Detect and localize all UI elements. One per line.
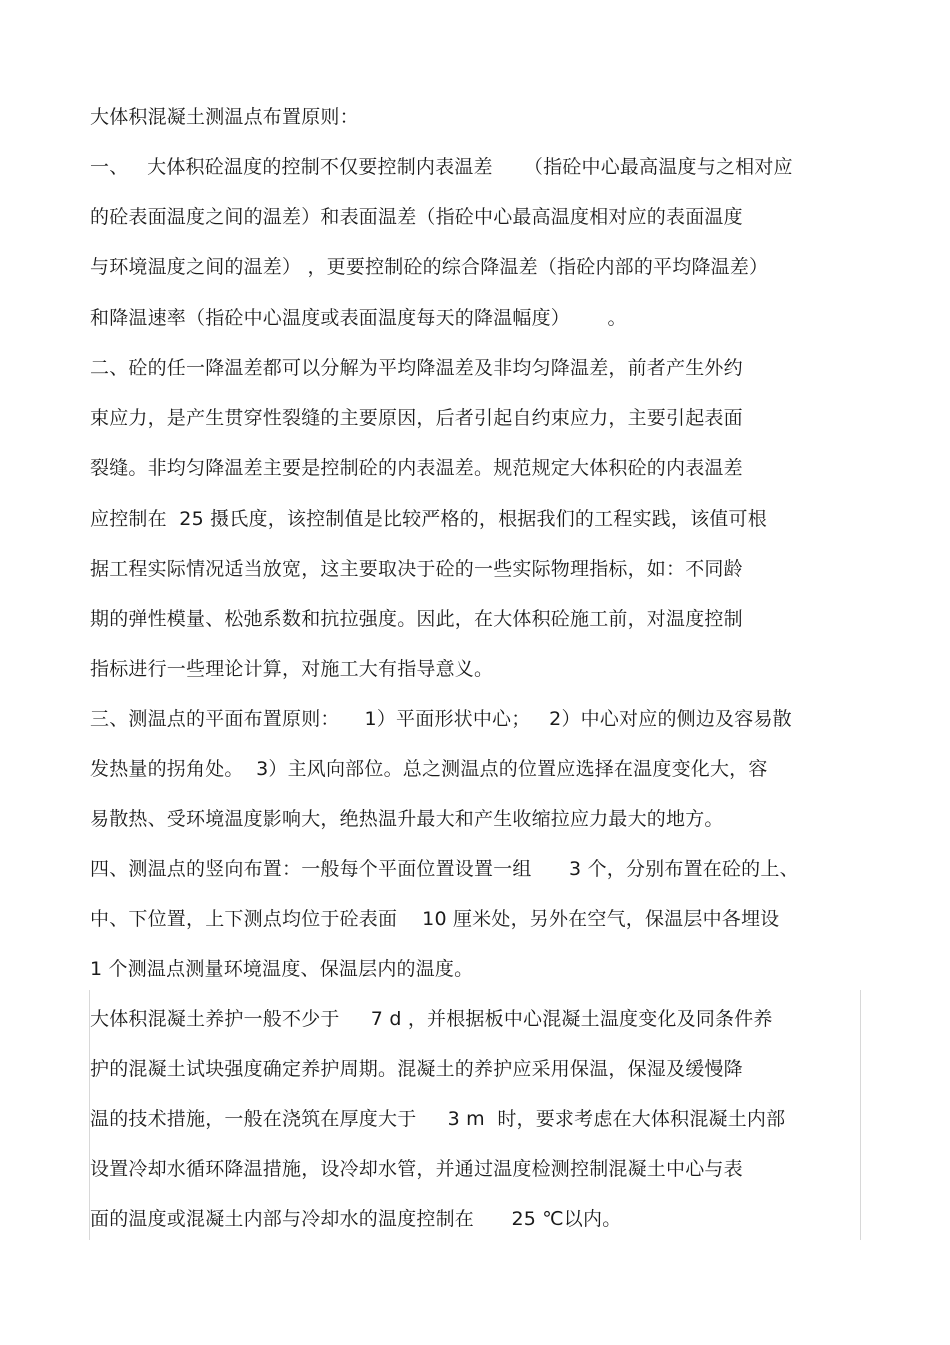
- text-line: 的砼表面温度之间的温差）和表面温差（指砼中心最高温度相对应的表面温度: [90, 206, 743, 228]
- text-line: 温的技术措施，一般在浇筑在厚度大于 3 m 时，要求考虑在大体积混凝土内部: [90, 1108, 786, 1130]
- text-line: 四、测温点的竖向布置：一般每个平面位置设置一组 3 个，分别布置在砼的上、: [90, 858, 799, 880]
- text-line: 设置冷却水循环降温措施，设冷却水管，并通过温度检测控制混凝土中心与表: [90, 1158, 743, 1180]
- text-line: 应控制在 25 摄氏度，该控制值是比较严格的，根据我们的工程实践，该值可根: [90, 508, 767, 530]
- text-line: 束应力，是产生贯穿性裂缝的主要原因，后者引起自约束应力，主要引起表面: [90, 407, 743, 429]
- text-line: 指标进行一些理论计算，对施工大有指导意义。: [90, 658, 494, 680]
- text-line-heading: 大体积混凝土测温点布置原则：: [90, 106, 359, 128]
- text-line: 三、测温点的平面布置原则： 1）平面形状中心； 2）中心对应的侧边及容易散: [90, 708, 792, 730]
- text-line: 与环境温度之间的温差） ，更要控制砼的综合降温差（指砼内部的平均降温差）: [90, 256, 769, 278]
- text-line: 据工程实际情况适当放宽，这主要取决于砼的一些实际物理指标，如：不同龄: [90, 558, 743, 580]
- box-right-rule: [860, 990, 861, 1240]
- text-line: 期的弹性模量、松弛系数和抗拉强度。因此，在大体积砼施工前，对温度控制: [90, 608, 743, 630]
- text-line: 中、下位置，上下测点均位于砼表面 10 厘米处，另外在空气，保温层中各埋设: [90, 908, 780, 930]
- text-line: 发热量的拐角处。 3）主风向部位。总之测温点的位置应选择在温度变化大，容: [90, 758, 768, 780]
- text-line: 面的温度或混凝土内部与冷却水的温度控制在 25 ℃以内。: [90, 1208, 622, 1230]
- text-line: 一、 大体积砼温度的控制不仅要控制内表温差 （指砼中心最高温度与之相对应: [90, 156, 793, 178]
- text-line: 易散热、受环境温度影响大，绝热温升最大和产生收缩拉应力最大的地方。: [90, 808, 724, 830]
- text-line: 1 个测温点测量环境温度、保温层内的温度。: [90, 958, 474, 980]
- text-line: 和降温速率（指砼中心温度或表面温度每天的降温幅度） 。: [90, 307, 627, 329]
- text-line: 裂缝。非均匀降温差主要是控制砼的内表温差。规范规定大体积砼的内表温差: [90, 457, 743, 479]
- text-line: 大体积混凝土养护一般不少于 7 d ，并根据板中心混凝土温度变化及同条件养: [90, 1008, 773, 1030]
- text-line: 二、砼的任一降温差都可以分解为平均降温差及非均匀降温差，前者产生外约: [90, 357, 743, 379]
- text-line: 护的混凝土试块强度确定养护周期。混凝土的养护应采用保温，保湿及缓慢降: [90, 1058, 743, 1080]
